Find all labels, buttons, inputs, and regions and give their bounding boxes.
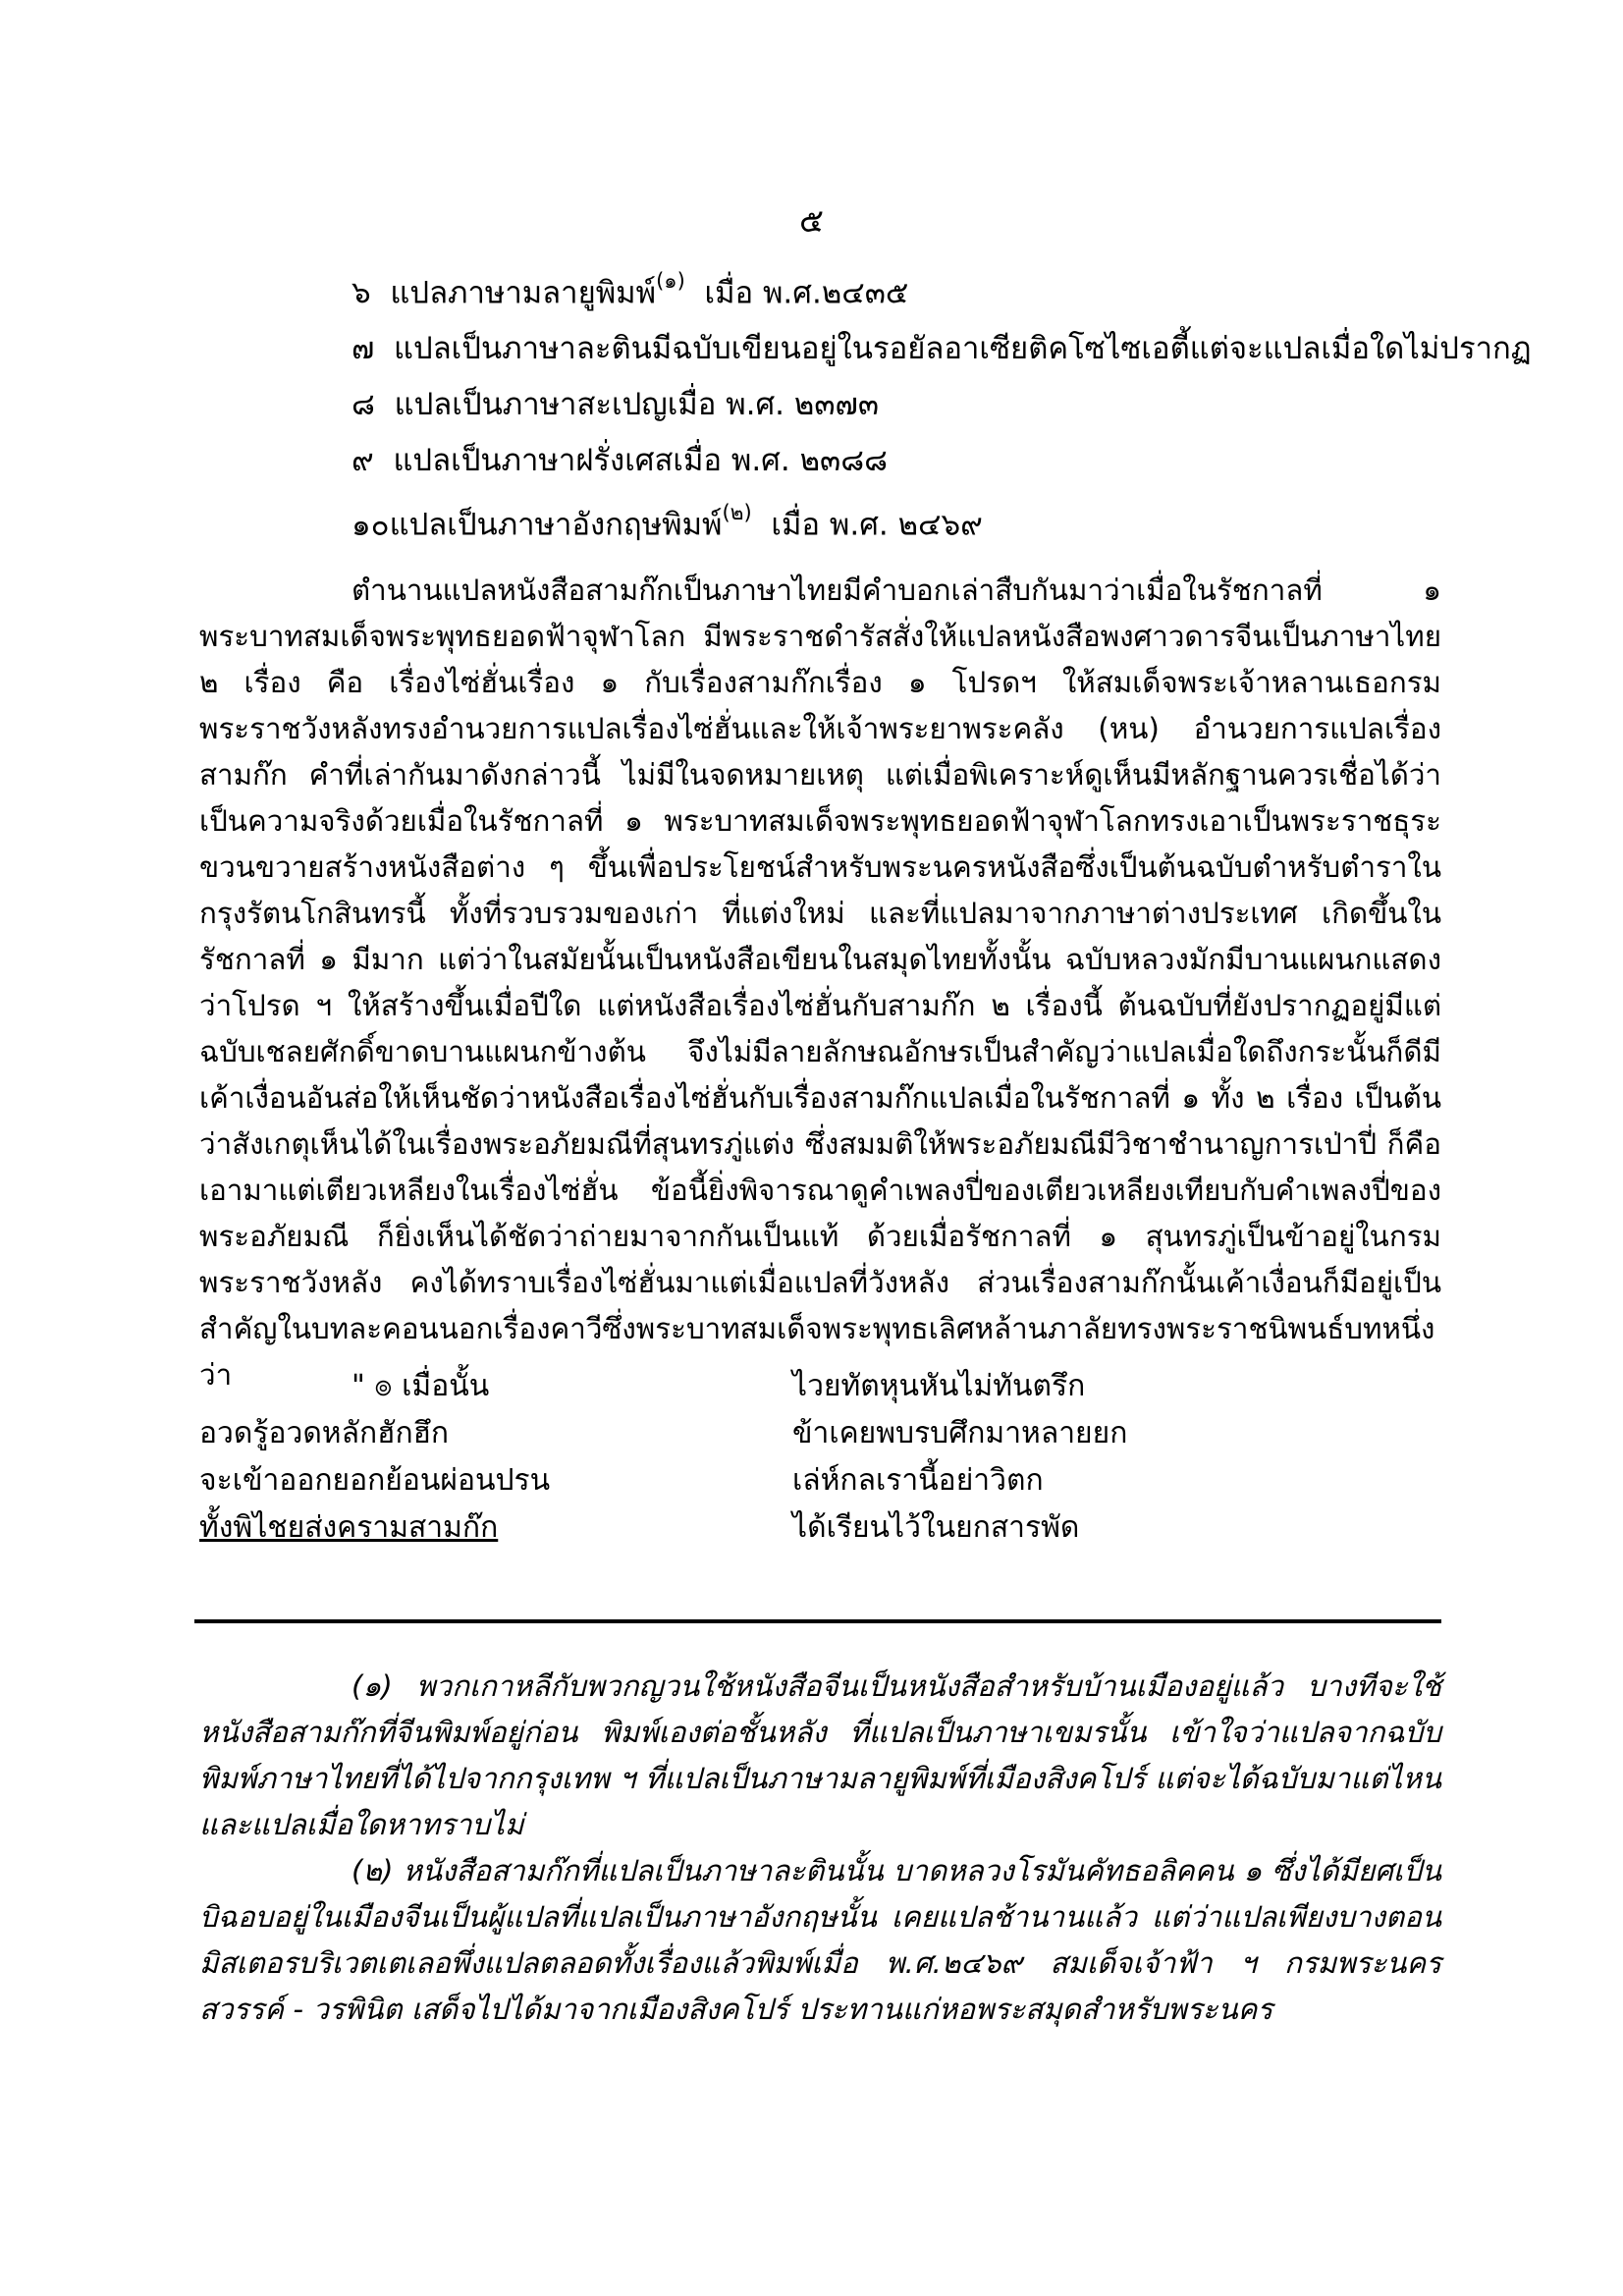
poem-row [199,1457,1441,1504]
translation-list [352,257,1532,554]
list-item-text: แปลเป็นภาษาสะเปญเมื่อ พ.ศ. ๒๓๗๓ [394,387,880,423]
list-item [352,377,1451,433]
poem-verse-second: ได้เรียนไว้ในยกสารพัด [792,1510,1080,1545]
list-item [352,257,1451,321]
list-item-text: แปลเป็นภาษาฝรั่งเศสเมื่อ พ.ศ. ๒๓๘๘ [393,443,889,479]
list-item-text: แปลภาษามลายูพิมพ์ [390,275,657,311]
list-item-tail: เมื่อ พ.ศ. ๒๔๖๙ [771,507,983,543]
body-paragraph [199,568,1441,1398]
body-paragraph-text: ตำนานแปลหนังสือสามก๊กเป็นภาษาไทยมีคำบอกเล่าสืบกันมาว่าเมื่อในรัชกาลที่ ๑ พระบาทสมเด็จพระพุทธยอดฟ้าจุฬาโลก มีพระราชดำรัสสั่งให้แปลหนังสือพงศาวดารจีนเป็นภาษาไทย ๒ เรื่อง คือ เรื่องไซ่ฮั่นเรื่อง ๑ กับเรื่องสามก๊กเรื่อง ๑ โปรดฯ ให้สมเด็จพระเจ้าหลานเธอกรมพระราชวังหลังทรงอำนวยการแปลเรื่องไซ่ฮั่นและให้เจ้าพระยาพระคลัง (หน) อำนวยการแปลเรื่องสามก๊ก คำที่เล่ากันมาดังกล่าวนี้ ไม่มีในจดหมายเหตุ แต่เมื่อพิเคราะห์ดูเห็นมีหลักฐานควรเชื่อได้ว่าเป็นความจริงด้วยเมื่อในรัชกาลที่ ๑ พระบาทสมเด็จพระพุทธยอดฟ้าจุฬาโลกทรงเอาเป็นพระราชธุระขวนขวายสร้างหนังสือต่าง ๆ ขึ้นเพื่อประโยชน์สำหรับพระนครหนังสือซึ่งเป็นต้นฉบับตำหรับตำราในกรุงรัตนโกสินทรนี้ ทั้งที่รวบรวมของเก่า ที่แต่งใหม่ และที่แปลมาจากภาษาต่างประเทศ เกิดขึ้นในรัชกาลที่ ๑ มีมาก แต่ว่าในสมัยนั้นเป็นหนังสือเขียนในสมุดไทยทั้งนั้น ฉบับหลวงมักมีบานแผนกแสดง ว่าโปรด ฯ ให้สร้างขึ้นเมื่อปีใด แต่หนังสือเรื่องไซ่ฮั่นกับสามก๊ก ๒ เรื่องนี้ ต้นฉบับที่ยังปรากฏอยู่มีแต่ฉบับเชลยศักดิ์ขาดบานแผนกข้างต้น จึงไม่มีลายลักษณอักษรเป็นสำคัญว่าแปลเมื่อใดถึงกระนั้นก็ดีมีเค้าเงื่อนอันส่อให้เห็นชัดว่าหนังสือเรื่องไซ่ฮั่นกับเรื่องสามก๊กแปลเมื่อในรัชกาลที่ ๑ ทั้ง ๒ เรื่อง เป็นต้นว่าสังเกตุเห็นได้ในเรื่องพระอภัยมณีที่สุนทรภู่แต่ง ซึ่งสมมติให้พระอภัยมณีมีวิชาชำนาญการเป่าปี่ ก็คือเอามาแต่เตียวเหลียงในเรื่องไซ่ฮั่น ข้อนี้ยิ่งพิจารณาดูคำเพลงปี่ของเตียวเหลียงเทียบกับคำเพลงปี่ของพระอภัยมณี ก็ยิ่งเห็นได้ชัดว่าถ่ายมาจากกันเป็นแท้ ด้วยเมื่อรัชกาลที่ ๑ สุนทรภู่เป็นข้าอยู่ในกรมพระราชวังหลัง คงได้ทราบเรื่องไซ่ฮั่นมาแต่เมื่อแปลที่วังหลัง ส่วนเรื่องสามก๊กนั้นเค้าเงื่อนก็มีอยู่เป็นสำคัญในบทละคอนนอกเรื่องคาวีซึ่งพระบาทสมเด็จพระพุทธเลิศหล้านภาลัยทรงพระราชนิพนธ์บทหนึ่ง ว่า [199,574,1441,1392]
poem-verse-first: อวดรู้อวดหลักฮักฮึก [199,1416,450,1450]
list-item-number: ๙ [352,443,374,479]
poem-verse-first: จะเข้าออกยอกย้อนผ่อนปรน [199,1463,551,1498]
list-item [352,321,1532,377]
footnote-2 [199,1848,1441,2033]
poem-row [199,1363,1441,1410]
list-item-number: ๗ [352,331,375,367]
list-item [352,489,1451,553]
poem-verse-first: ทั้งพิไชยส่งครามสามก๊ก [199,1510,499,1545]
footnote-divider [194,1619,1441,1623]
poem-block [199,1363,1441,1552]
list-item-text: แปลเป็นภาษาอังกฤษพิมพ์ [389,507,723,543]
list-item-text: แปลเป็นภาษาละตินมีฉบับเขียนอยู่ในรอยัลอาเซียติคโซไซเอตี้แต่จะแปลเมื่อใดไม่ปรากฏ [394,331,1532,367]
list-item [352,433,1451,489]
list-item-number: ๖ [352,275,371,311]
poem-verse-second: ข้าเคยพบรบศึกมาหลายยก [792,1416,1128,1450]
list-item-number: ๘ [352,387,375,423]
poem-verse-second: เล่ห์กลเรานี้อย่าวิตก [792,1463,1044,1498]
footnote-ref: (๑) [656,269,685,293]
list-item-tail: เมื่อ พ.ศ.๒๔๓๕ [704,275,909,311]
page-number: ๕ [799,201,824,240]
footnote-text: (๒) หนังสือสามก๊กที่แปลเป็นภาษาละตินนั้น บาดหลวงโรมันคัทธอลิคคน ๑ ซึ่งได้มียศเป็นบิฉอบอยู่ในเมืองจีนเป็นผู้แปลที่แปลเป็นภาษาอังกฤษนั้น เคยแปลช้านานแล้ว แต่ว่าแปลเพียงบางตอนมิสเตอรบริเวตเตเลอพึ่งแปลตลอดทั้งเรื่องแล้วพิมพ์เมื่อ พ.ศ.๒๔๖๙ สมเด็จเจ้าฟ้า ฯ กรมพระนครสวรรค์ - วรพินิต เสด็จไปได้มาจากเมืองสิงคโปร์ ประทานแก่หอพระสมุดสำหรับพระนคร [199,1854,1441,2026]
list-item-number: ๑๐ [352,507,390,543]
poem-verse-first: " ๏ เมื่อนั้น [352,1369,490,1403]
poem-row [199,1410,1441,1457]
poem-verse-second: ไวยทัตหุนหันไม่ทันตรึก [792,1369,1086,1403]
poem-row [199,1504,1441,1552]
footnote-1 [199,1664,1441,1848]
footnote-text: (๑) พวกเกาหลีกับพวกญวนใช้หนังสือจีนเป็นหนังสือสำหรับบ้านเมืองอยู่แล้ว บางทีจะใช้หนังสือสามก๊กที่จีนพิมพ์อยู่ก่อน พิมพ์เองต่อชั้นหลัง ที่แปลเป็นภาษาเขมรนั้น เข้าใจว่าแปลจากฉบับพิมพ์ภาษาไทยที่ได้ไปจากกรุงเทพ ฯ ที่แปลเป็นภาษามลายูพิมพ์ที่เมืองสิงคโปร์ แต่จะได้ฉบับมาแต่ไหนและแปลเมื่อใดหาทราบไม่ [199,1669,1441,1841]
footnote-ref: (๒) [722,501,752,525]
